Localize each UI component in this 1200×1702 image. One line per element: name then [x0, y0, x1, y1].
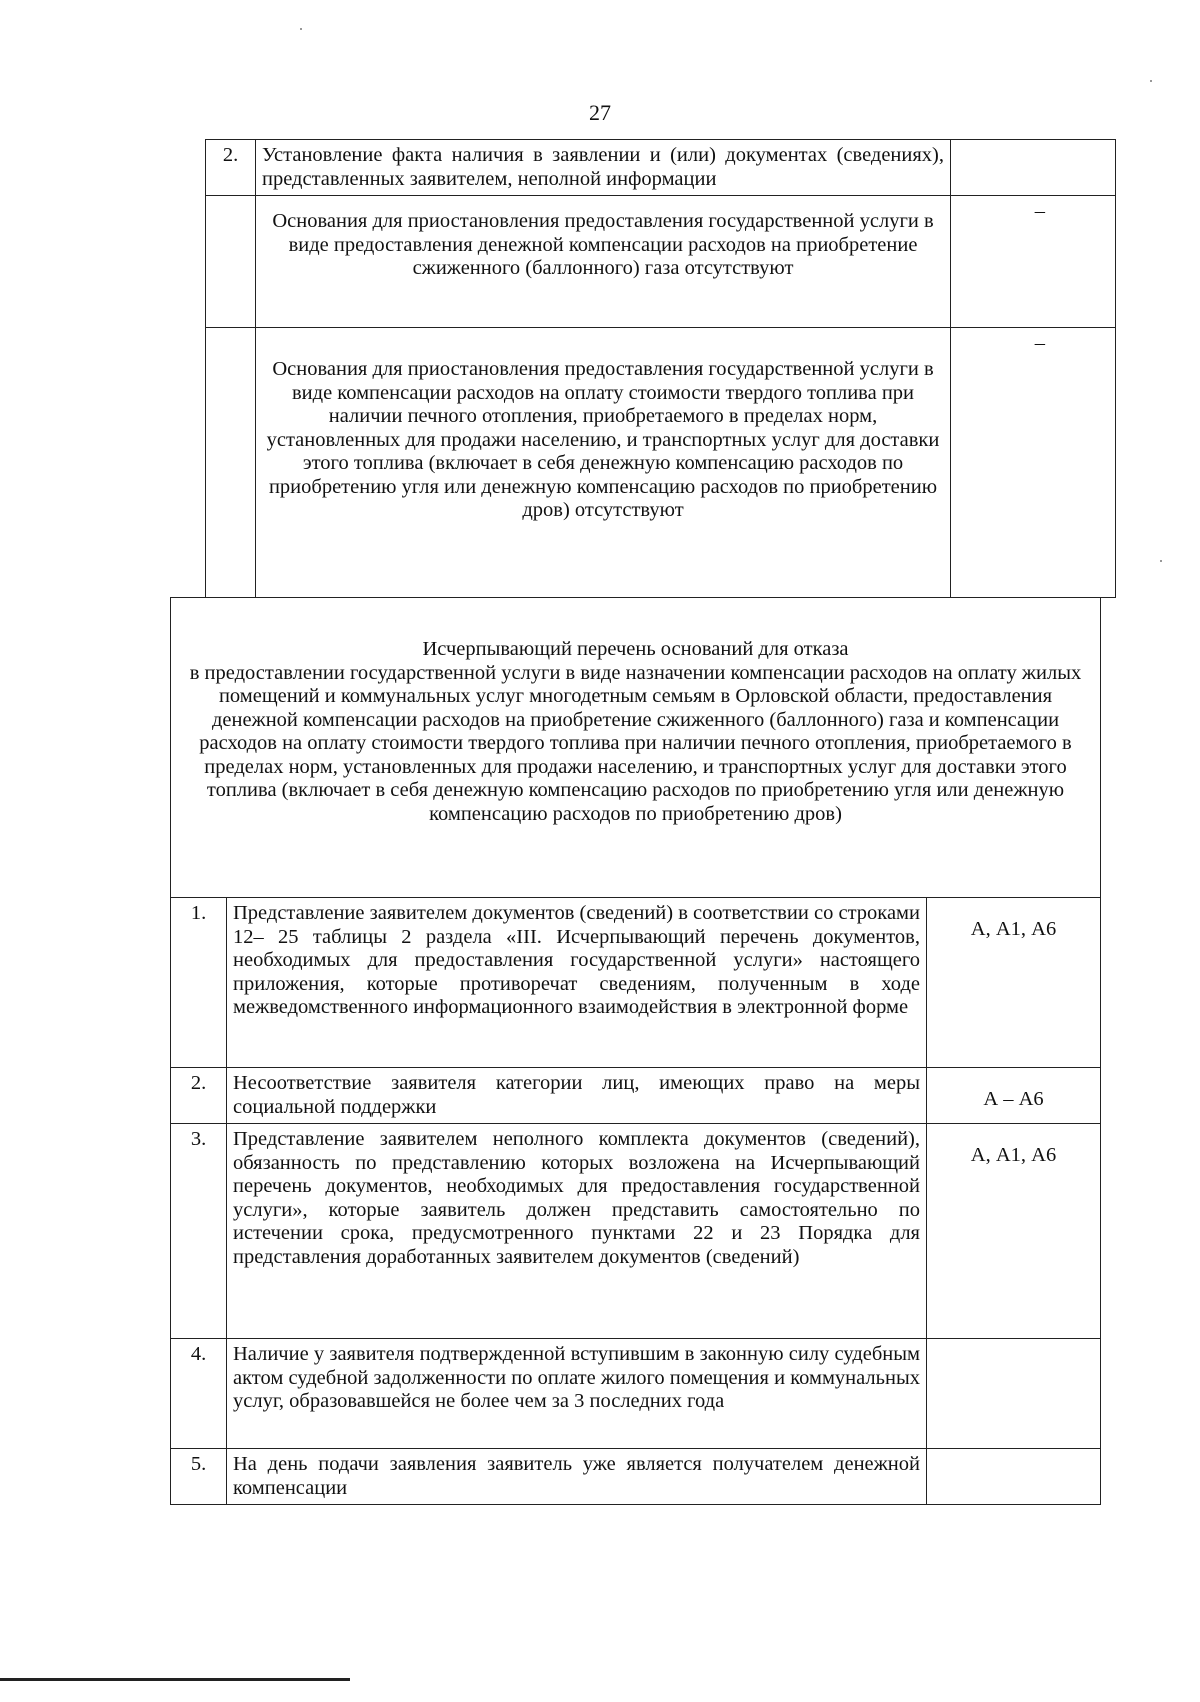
- row-code: [927, 1449, 1101, 1505]
- row-number: [206, 328, 256, 598]
- table-row: [171, 1449, 1101, 1505]
- page-number: 27: [589, 100, 611, 125]
- row-text: На день подачи заявления заявитель уже является получателем денежной компенсации: [227, 1449, 927, 1505]
- section-heading-title: Исчерпывающий перечень оснований для отказа: [422, 638, 849, 660]
- table-row: [206, 328, 1116, 598]
- table-row: [171, 1068, 1101, 1124]
- table-row: [171, 1124, 1101, 1339]
- row-code: [951, 140, 1116, 196]
- row-code: –: [951, 196, 1116, 328]
- section-heading: [171, 598, 1101, 898]
- row-text: Несоответствие заявителя категории лиц, имеющих право на меры социальной поддержки: [227, 1068, 927, 1124]
- row-number: 4.: [171, 1339, 227, 1449]
- table-row: [171, 1339, 1101, 1449]
- row-code: А, А1, А6: [927, 1124, 1101, 1339]
- section-heading-row: [171, 598, 1101, 898]
- row-number: 3.: [171, 1124, 227, 1339]
- row-text: Основания для приостановления предоставления государственной услуги в виде предоставления денежной компенсации расходов на приобретение сжиженного (баллонного) газа отсутствуют: [256, 196, 951, 328]
- row-text: Наличие у заявителя подтвержденной вступившим в законную силу судебным актом судебной задолженности по оплате жилого помещения и коммунальных услуг, образовавшейся не более чем за 3 последних года: [227, 1339, 927, 1449]
- row-text: Представление заявителем неполного комплекта документов (сведений), обязанность по представлению которых возложена на Исчерпывающий перечень документов, необходимых для предоставления государственной услуги», которые заявитель должен представить самостоятельно по истечении срока, предусмотренного пунктами 22 и 23 Порядка для представления доработанных заявителем документов (сведений): [227, 1124, 927, 1339]
- row-text: Установление факта наличия в заявлении и (или) документах (сведениях), представленных заявителем, неполной информации: [256, 140, 951, 196]
- table-row: [206, 140, 1116, 196]
- scan-edge-line: [0, 1678, 350, 1681]
- row-code: [927, 1339, 1101, 1449]
- table-row: [206, 196, 1116, 328]
- row-number: 2.: [171, 1068, 227, 1124]
- scan-speck: [1150, 80, 1152, 82]
- row-number: 5.: [171, 1449, 227, 1505]
- row-text: Представление заявителем документов (сведений) в соответствии со строками 12– 25 таблицы 2 раздела «III. Исчерпывающий перечень документов, необходимых для предоставления государственной услуги» настоящего приложения, которые противоречат сведениям, полученным в ходе межведомственного информационного взаимодействия в электронной форме: [227, 898, 927, 1068]
- row-code: А, А1, А6: [927, 898, 1101, 1068]
- row-code: А – А6: [927, 1068, 1101, 1124]
- refusal-grounds-table: [170, 597, 1101, 1505]
- scan-speck: [300, 28, 302, 30]
- row-number: 2.: [206, 140, 256, 196]
- row-text: Основания для приостановления предоставления государственной услуги в виде компенсации расходов на оплату стоимости твердого топлива при наличии печного отопления, приобретаемого в пределах норм, установленных для продажи населению, и транспортных услуг для доставки этого топлива (включает в себя денежную компенсацию расходов по приобретению угля или денежную компенсацию расходов по приобретению дров) отсутствуют: [256, 328, 951, 598]
- section-heading-body: в предоставлении государственной услуги в виде назначении компенсации расходов на оплату жилых помещений и коммунальных услуг многодетным семьям в Орловской области, предоставления денежной компенсации расходов на приобретение сжиженного (баллонного) газа и компенсации расходов на оплату стоимости твердого топлива при наличии печного отопления, приобретаемого в пределах норм, установленных для продажи населению, и транспортных услуг для доставки этого топлива (включает в себя денежную компенсацию расходов по приобретению угля или денежную компенсацию расходов по приобретению дров): [189, 661, 1082, 825]
- row-number: 1.: [171, 898, 227, 1068]
- row-number: [206, 196, 256, 328]
- scan-speck: [1160, 560, 1162, 562]
- row-code: –: [951, 328, 1116, 598]
- table-row: [171, 898, 1101, 1068]
- suspension-grounds-table: [205, 139, 1116, 598]
